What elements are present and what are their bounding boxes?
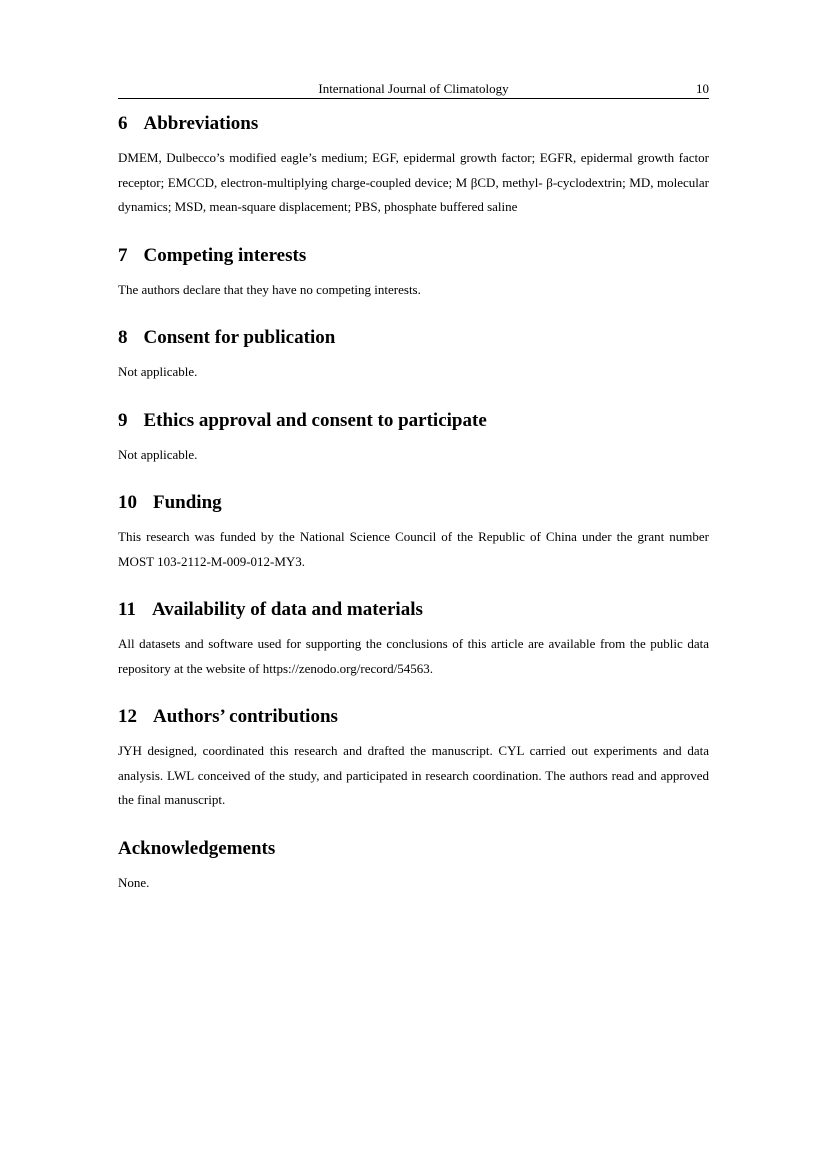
section-title: Availability of data and materials: [151, 599, 423, 620]
section-text: This research was funded by the National Science Council of the Republic of China under the grant number MOST 103-2112-M-009-012-MY3.: [118, 529, 709, 569]
section-text: JYH designed, coordinated this research and drafted the manuscript. CYL carried out experiments and data analysis. LWL conceived of the study, and participated in research coordination. The authors read and approved the final manuscript.: [118, 743, 709, 807]
section-title: Funding: [153, 492, 222, 513]
section-text: All datasets and software used for supporting the conclusions of this article are available from the public data repository at the website of https://zenodo.org/record/54563.: [118, 636, 709, 676]
section-heading: [118, 326, 709, 350]
section-number: 12: [118, 706, 137, 727]
section-consent-for-publication: [118, 326, 709, 385]
section-heading: [118, 409, 709, 433]
section-heading: [118, 244, 709, 268]
page-header: [118, 80, 709, 99]
section-abbreviations: [118, 112, 709, 220]
section-acknowledgements: [118, 837, 709, 896]
section-text: DMEM, Dulbecco’s modified eagle’s medium; EGF, epidermal growth factor; EGFR, epidermal growth factor receptor; EMCCD, electron-multiplying charge-coupled device; M βCD, methyl- β-cyclodextrin; MD, molecular dynamics; MSD, mean-square displacement; PBS, phosphate buffered saline: [118, 150, 709, 214]
section-number: 8: [118, 327, 128, 348]
section-authors-contributions: [118, 705, 709, 813]
section-ethics-approval: [118, 409, 709, 468]
section-title: Abbreviations: [143, 113, 259, 134]
section-funding: [118, 491, 709, 574]
section-text: None.: [118, 874, 150, 890]
page-body: [118, 112, 709, 895]
section-heading: [118, 491, 709, 515]
section-heading: [118, 705, 709, 729]
section-heading: [118, 837, 709, 861]
section-heading: [118, 598, 709, 622]
section-title: Competing interests: [143, 244, 307, 266]
section-title: Consent for publication: [143, 327, 336, 348]
section-text: Not applicable.: [118, 446, 198, 462]
page-number: 10: [696, 81, 709, 96]
section-number: 11: [118, 599, 136, 620]
journal-title: International Journal of Climatology: [318, 81, 509, 96]
section-heading: [118, 112, 709, 136]
section-number: 9: [118, 409, 128, 431]
section-title: Ethics approval and consent to participate: [143, 409, 487, 431]
section-number: 7: [118, 244, 128, 266]
section-text: The authors declare that they have no competing interests.: [118, 281, 421, 297]
section-text: Not applicable.: [118, 364, 198, 379]
section-competing-interests: [118, 244, 709, 303]
section-number: 6: [118, 113, 128, 134]
section-number: 10: [118, 492, 137, 513]
section-title: Authors’ contributions: [153, 706, 338, 727]
section-title: Acknowledgements: [118, 837, 276, 859]
section-availability: [118, 598, 709, 681]
